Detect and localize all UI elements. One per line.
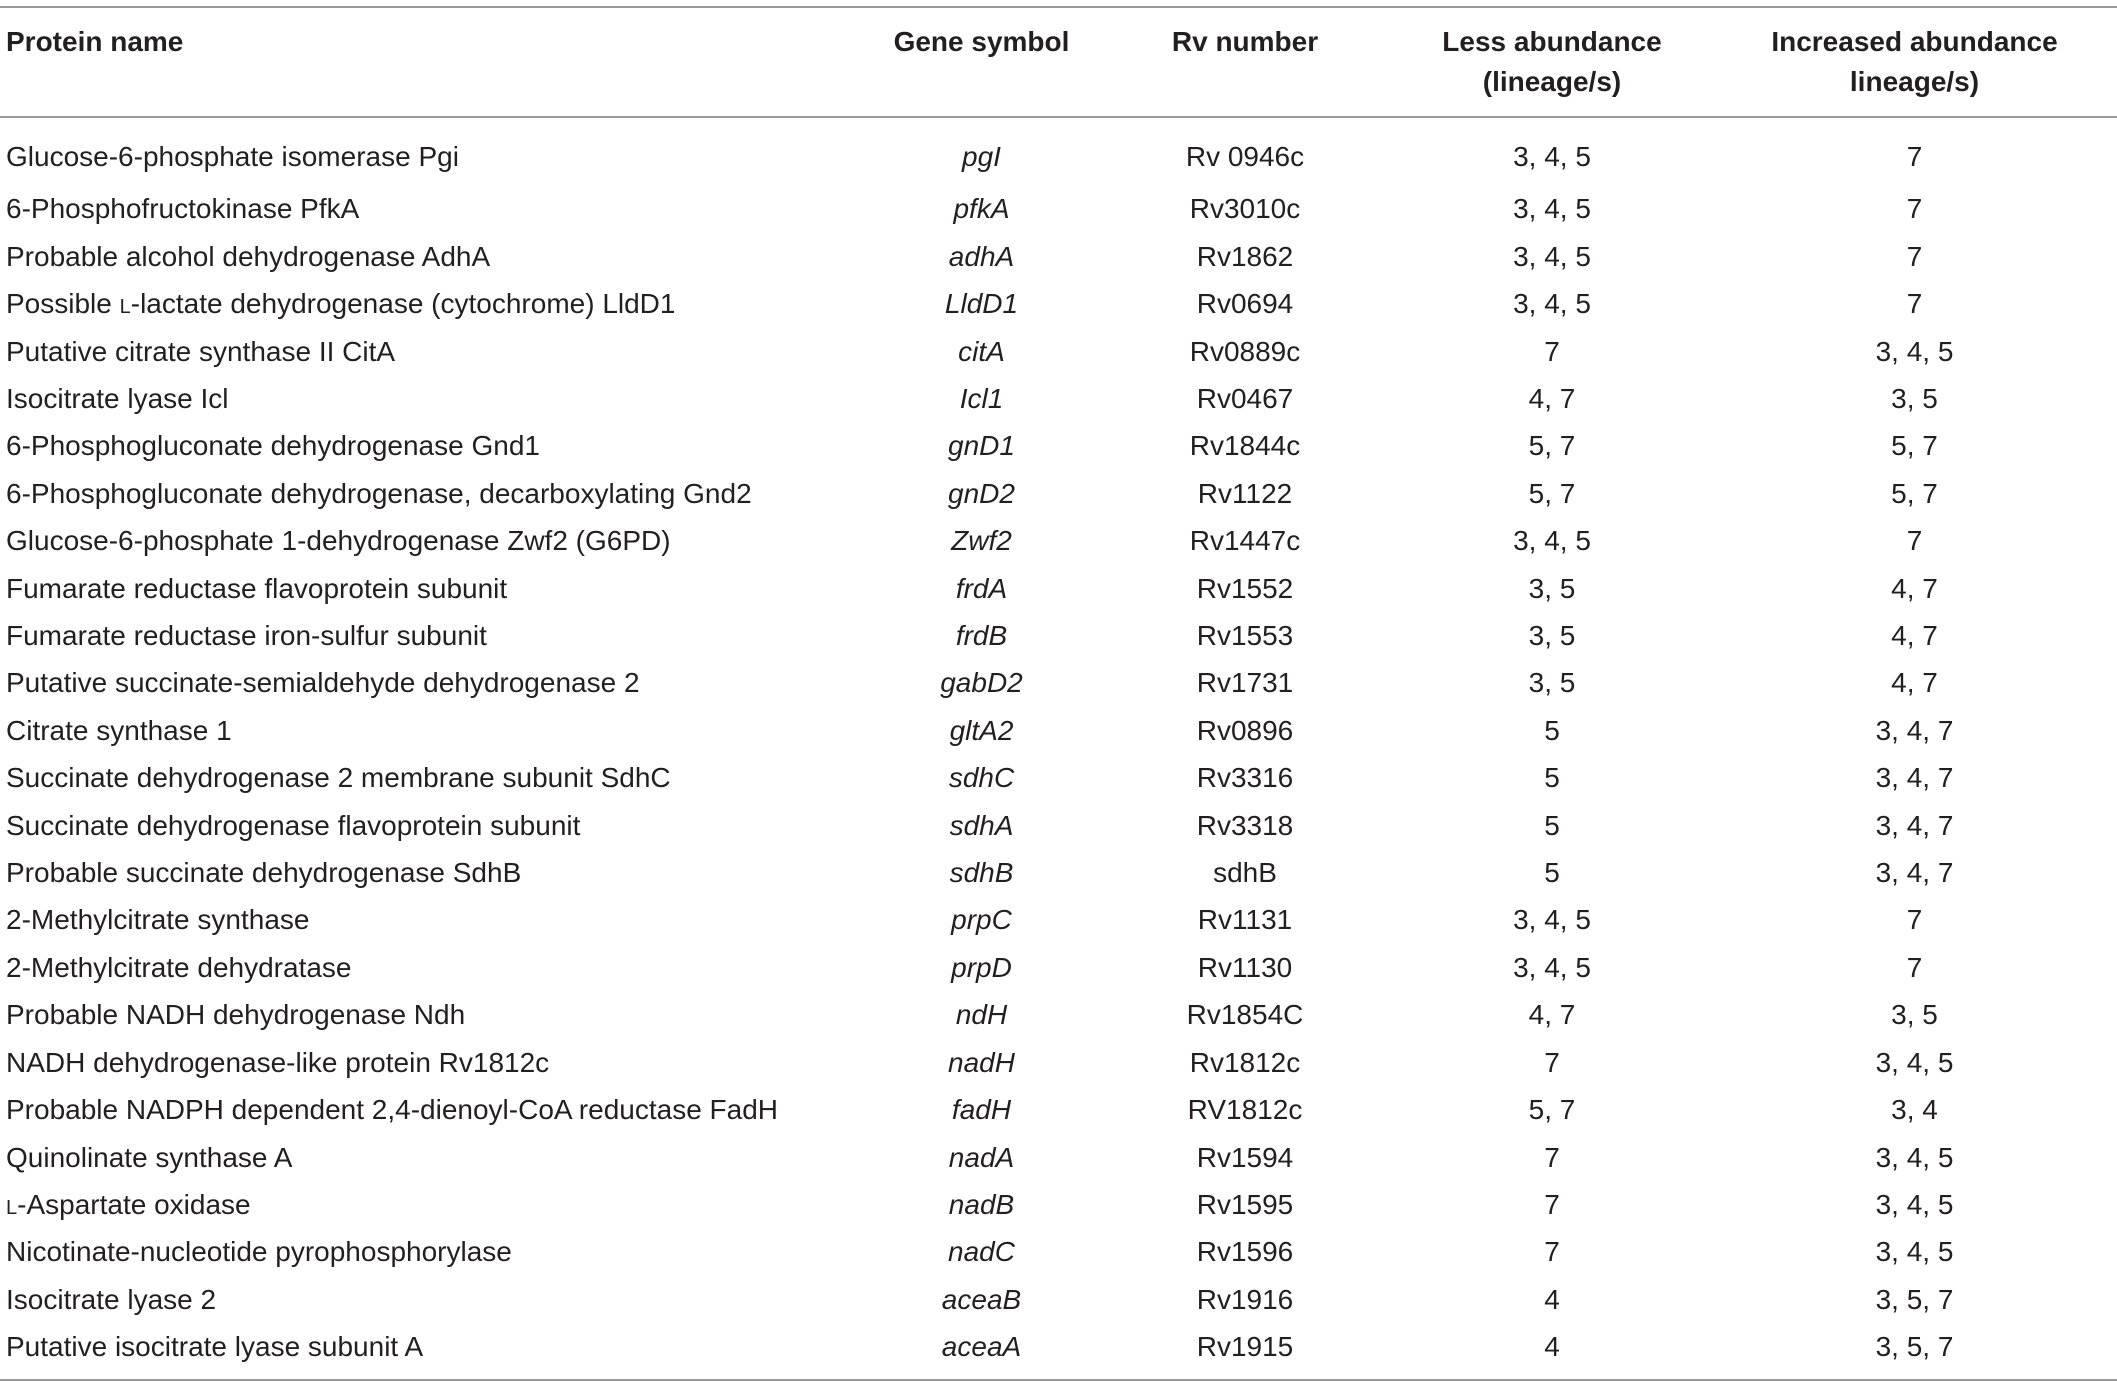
- cell-less-abundance: 5: [1544, 857, 1560, 889]
- cell-less-abundance: 4, 7: [1528, 383, 1576, 415]
- table-row: [0, 375, 2117, 422]
- table-row: [0, 612, 2117, 659]
- cell-protein-name: Isocitrate lyase 2: [6, 1283, 217, 1315]
- table-row: [0, 517, 2117, 564]
- cell-gene-symbol: pgI: [962, 140, 1001, 172]
- cell-rv-number: Rv 0946c: [1185, 140, 1305, 172]
- cell-increased-abundance: 7: [1906, 288, 1923, 320]
- table-row: [0, 991, 2117, 1038]
- cell-protein-name: 6-Phosphofructokinase PfkA: [6, 193, 360, 225]
- table-row: [0, 1228, 2117, 1275]
- cell-protein-name: Probable NADH dehydrogenase Ndh: [6, 999, 466, 1031]
- cell-increased-abundance: 3, 4: [1891, 1094, 1938, 1126]
- header-less-abundance: [1392, 7, 1712, 117]
- header-inc-line1: Increased abundance: [1771, 26, 2058, 57]
- cell-increased-abundance: 3, 5: [1891, 383, 1938, 415]
- cell-less-abundance: 3, 4, 5: [1513, 288, 1591, 320]
- cell-protein-name: Probable alcohol dehydrogenase AdhA: [6, 240, 491, 272]
- header-gene-symbol: Gene symbol: [893, 26, 1070, 57]
- cell-less-abundance: 7: [1544, 1141, 1560, 1173]
- cell-rv-number: RV1812c: [1187, 1094, 1303, 1126]
- cell-gene-symbol: aceaB: [941, 1283, 1022, 1315]
- cell-less-abundance: 7: [1544, 1236, 1560, 1268]
- cell-rv-number: Rv0889c: [1189, 335, 1301, 367]
- cell-increased-abundance: 3, 4, 5: [1875, 1141, 1954, 1173]
- header-protein-name: Protein name: [6, 26, 184, 57]
- cell-gene-symbol: aceaA: [941, 1331, 1022, 1363]
- cell-gene-symbol: Icl1: [959, 383, 1004, 415]
- table-header: [0, 7, 2117, 117]
- table-row: [0, 754, 2117, 801]
- cell-less-abundance: 4: [1544, 1283, 1560, 1315]
- cell-protein-name: Succinate dehydrogenase flavoprotein subunit: [6, 809, 581, 841]
- cell-rv-number: Rv0694: [1196, 288, 1294, 320]
- table-row: [0, 1323, 2117, 1379]
- cell-protein-name: Putative succinate-semialdehyde dehydrogenase 2: [6, 667, 640, 699]
- cell-less-abundance: 3, 4, 5: [1513, 193, 1591, 225]
- cell-increased-abundance: 3, 5: [1891, 999, 1938, 1031]
- cell-rv-number: Rv1552: [1196, 572, 1294, 604]
- protein-table-container: [0, 6, 2117, 1381]
- cell-less-abundance: 4, 7: [1528, 999, 1576, 1031]
- cell-rv-number: Rv0896: [1196, 714, 1294, 746]
- table-row: [0, 659, 2117, 706]
- header-increased-abundance: [1712, 7, 2117, 117]
- cell-less-abundance: 3, 4, 5: [1513, 140, 1591, 172]
- cell-increased-abundance: 3, 4, 7: [1875, 762, 1954, 794]
- table-row: [0, 1181, 2117, 1228]
- table-row: [0, 328, 2117, 375]
- cell-protein-name: Succinate dehydrogenase 2 membrane subunit SdhC: [6, 762, 671, 794]
- cell-less-abundance: 3, 5: [1528, 620, 1576, 652]
- cell-protein-name: Isocitrate lyase Icl: [6, 383, 229, 415]
- cell-gene-symbol: ndH: [955, 999, 1008, 1031]
- cell-gene-symbol: gabD2: [940, 667, 1023, 699]
- header-row: [0, 7, 2117, 117]
- cell-gene-symbol: nadA: [948, 1141, 1015, 1173]
- cell-protein-name: Quinolinate synthase A: [6, 1141, 293, 1173]
- cell-less-abundance: 5: [1544, 762, 1560, 794]
- cell-less-abundance: 5, 7: [1528, 430, 1576, 462]
- table-row: [0, 944, 2117, 991]
- cell-rv-number: Rv1595: [1196, 1188, 1294, 1220]
- cell-protein-name: 6-Phosphogluconate dehydrogenase Gnd1: [6, 430, 540, 462]
- cell-protein-name: Fumarate reductase flavoprotein subunit: [6, 572, 508, 604]
- cell-rv-number: Rv0467: [1196, 383, 1294, 415]
- cell-increased-abundance: 7: [1906, 525, 1923, 557]
- cell-increased-abundance: 3, 4, 7: [1875, 809, 1954, 841]
- cell-increased-abundance: 3, 4, 5: [1875, 1046, 1954, 1078]
- cell-gene-symbol: frdA: [955, 572, 1008, 604]
- cell-protein-name: l-Aspartate oxidase: [6, 1188, 251, 1220]
- cell-protein-name: Putative isocitrate lyase subunit A: [6, 1331, 424, 1363]
- table-row: [0, 707, 2117, 754]
- cell-less-abundance: 7: [1544, 1046, 1560, 1078]
- cell-protein-name: Probable succinate dehydrogenase SdhB: [6, 857, 522, 889]
- cell-increased-abundance: 5, 7: [1891, 477, 1938, 509]
- table-row: [0, 1086, 2117, 1133]
- table-row: [0, 185, 2117, 232]
- table-row: [0, 565, 2117, 612]
- table-row: [0, 233, 2117, 280]
- cell-rv-number: sdhB: [1213, 857, 1277, 889]
- table-row: [0, 849, 2117, 896]
- cell-rv-number: Rv1854C: [1186, 999, 1304, 1031]
- header-rv-number: Rv number: [1171, 26, 1319, 57]
- cell-rv-number: Rv1731: [1196, 667, 1294, 699]
- cell-gene-symbol: sdhC: [948, 762, 1015, 794]
- cell-rv-number: Rv1916: [1196, 1283, 1294, 1315]
- cell-gene-symbol: LldD1: [944, 288, 1019, 320]
- cell-protein-name: NADH dehydrogenase-like protein Rv1812c: [6, 1046, 550, 1078]
- cell-rv-number: Rv1812c: [1189, 1046, 1301, 1078]
- cell-rv-number: Rv1122: [1197, 477, 1293, 509]
- table-row: [0, 1039, 2117, 1086]
- cell-increased-abundance: 4, 7: [1891, 620, 1938, 652]
- cell-less-abundance: 4: [1544, 1331, 1560, 1363]
- cell-rv-number: Rv3316: [1196, 762, 1294, 794]
- cell-protein-name: 6-Phosphogluconate dehydrogenase, decarboxylating Gnd2: [6, 477, 752, 509]
- cell-rv-number: Rv1594: [1196, 1141, 1294, 1173]
- cell-gene-symbol: prpD: [951, 951, 1012, 983]
- cell-less-abundance: 3, 4, 5: [1513, 904, 1591, 936]
- cell-rv-number: Rv1131: [1197, 904, 1293, 936]
- cell-gene-symbol: adhA: [948, 240, 1015, 272]
- cell-increased-abundance: 4, 7: [1891, 667, 1938, 699]
- header-less-line1: Less abundance: [1442, 26, 1662, 57]
- table-row: [0, 1276, 2117, 1323]
- cell-rv-number: Rv1553: [1196, 620, 1294, 652]
- protein-abundance-table: [0, 6, 2117, 1381]
- cell-less-abundance: 7: [1544, 335, 1560, 367]
- cell-gene-symbol: gnD2: [948, 477, 1015, 509]
- cell-gene-symbol: nadB: [948, 1188, 1015, 1220]
- cell-gene-symbol: pfkA: [953, 193, 1010, 225]
- cell-gene-symbol: sdhA: [949, 809, 1014, 841]
- cell-gene-symbol: Zwf2: [951, 525, 1012, 557]
- cell-gene-symbol: prpC: [951, 904, 1012, 936]
- table-body: [0, 117, 2117, 1380]
- cell-gene-symbol: sdhB: [949, 857, 1014, 889]
- cell-protein-name: Glucose-6-phosphate 1-dehydrogenase Zwf2 (G6PD): [6, 525, 671, 557]
- cell-increased-abundance: 7: [1906, 240, 1923, 272]
- cell-gene-symbol: gltA2: [949, 714, 1014, 746]
- cell-gene-symbol: fadH: [951, 1094, 1012, 1126]
- cell-rv-number: Rv3318: [1196, 809, 1294, 841]
- table-row: [0, 280, 2117, 327]
- cell-increased-abundance: 7: [1906, 951, 1923, 983]
- table-row: [0, 117, 2117, 185]
- table-row: [0, 470, 2117, 517]
- table-row: [0, 802, 2117, 849]
- cell-increased-abundance: 5, 7: [1891, 430, 1938, 462]
- cell-increased-abundance: 3, 4, 5: [1875, 1236, 1954, 1268]
- cell-gene-symbol: nadC: [948, 1236, 1015, 1268]
- cell-less-abundance: 3, 4, 5: [1513, 525, 1591, 557]
- cell-less-abundance: 3, 5: [1528, 667, 1576, 699]
- cell-less-abundance: 3, 4, 5: [1513, 951, 1591, 983]
- cell-gene-symbol: nadH: [948, 1046, 1015, 1078]
- cell-increased-abundance: 7: [1906, 140, 1923, 172]
- cell-less-abundance: 5, 7: [1528, 477, 1576, 509]
- table-row: [0, 896, 2117, 943]
- header-inc-line2: lineage/s): [1849, 66, 1980, 97]
- cell-gene-symbol: gnD1: [948, 430, 1015, 462]
- cell-rv-number: Rv1447c: [1189, 525, 1301, 557]
- cell-increased-abundance: 4, 7: [1891, 572, 1938, 604]
- cell-rv-number: Rv1862: [1196, 240, 1294, 272]
- cell-increased-abundance: 3, 4, 5: [1875, 335, 1954, 367]
- cell-increased-abundance: 7: [1906, 193, 1923, 225]
- cell-protein-name: Glucose-6-phosphate isomerase Pgi: [6, 140, 459, 172]
- cell-increased-abundance: 3, 4, 5: [1875, 1188, 1954, 1220]
- cell-gene-symbol: frdB: [955, 620, 1008, 652]
- cell-rv-number: Rv1915: [1196, 1331, 1294, 1363]
- cell-rv-number: Rv1130: [1197, 951, 1293, 983]
- cell-rv-number: Rv1596: [1196, 1236, 1294, 1268]
- cell-rv-number: Rv3010c: [1189, 193, 1301, 225]
- cell-protein-name: 2-Methylcitrate synthase: [6, 904, 310, 936]
- cell-protein-name: Putative citrate synthase II CitA: [6, 335, 396, 367]
- cell-gene-symbol: citA: [958, 335, 1005, 367]
- cell-increased-abundance: 7: [1906, 904, 1923, 936]
- cell-less-abundance: 7: [1544, 1188, 1560, 1220]
- cell-protein-name: Probable NADPH dependent 2,4-dienoyl-CoA reductase FadH: [6, 1094, 779, 1126]
- cell-less-abundance: 3, 4, 5: [1513, 240, 1591, 272]
- cell-protein-name: Citrate synthase 1: [6, 714, 232, 746]
- table-row: [0, 1134, 2117, 1181]
- cell-increased-abundance: 3, 5, 7: [1875, 1331, 1954, 1363]
- cell-increased-abundance: 3, 4, 7: [1875, 857, 1954, 889]
- cell-increased-abundance: 3, 4, 7: [1875, 714, 1954, 746]
- cell-rv-number: Rv1844c: [1189, 430, 1301, 462]
- cell-protein-name: 2-Methylcitrate dehydratase: [6, 951, 352, 983]
- cell-less-abundance: 5: [1544, 809, 1560, 841]
- cell-increased-abundance: 3, 5, 7: [1875, 1283, 1954, 1315]
- cell-less-abundance: 5: [1544, 714, 1560, 746]
- cell-less-abundance: 5, 7: [1528, 1094, 1576, 1126]
- cell-protein-name: Possible l-lactate dehydrogenase (cytochrome) LldD1: [6, 288, 676, 320]
- cell-protein-name: Fumarate reductase iron-sulfur subunit: [6, 620, 487, 652]
- cell-protein-name: Nicotinate-nucleotide pyrophosphorylase: [6, 1236, 512, 1268]
- table-row: [0, 422, 2117, 469]
- cell-less-abundance: 3, 5: [1528, 572, 1576, 604]
- header-less-line2: (lineage/s): [1482, 66, 1622, 97]
